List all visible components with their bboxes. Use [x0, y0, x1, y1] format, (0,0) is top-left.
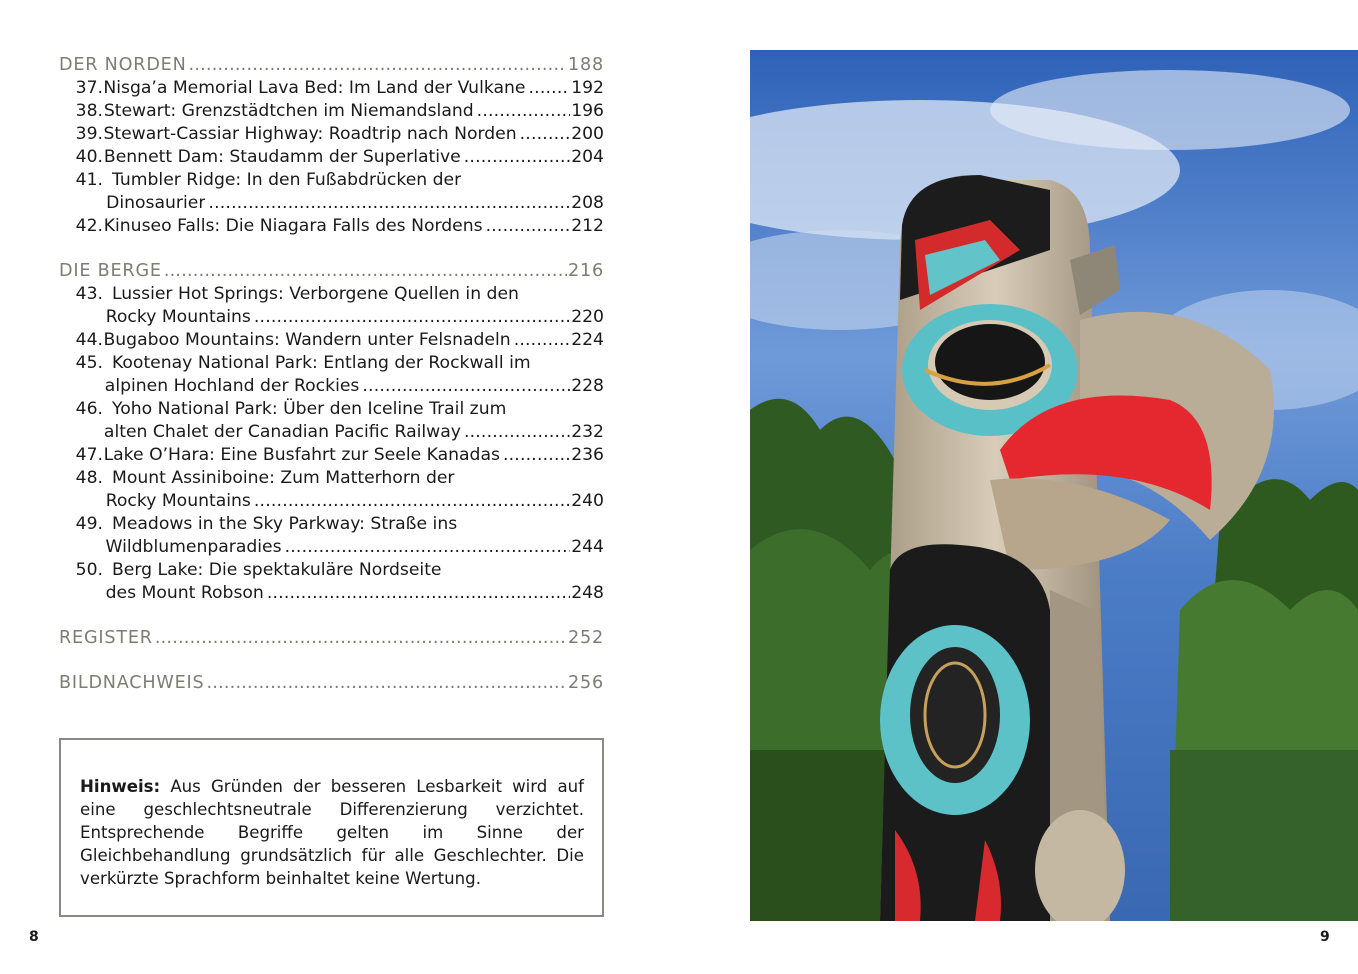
note-text: Aus Gründen der besseren Lesbarkeit wird auf eine geschlechtsneutrale Differenzierung verzichtet. Entsprechende Begriffe gelten im Sinne der Gleichbehandlung grundsätzlich für alle Geschlechter. Die verkürzte Sprachform beinhaltet keine Wertung.: [80, 777, 584, 888]
entry-title-line2: Rocky Mountains: [105, 307, 251, 327]
section-page: 188: [568, 55, 604, 75]
entry-page: 224: [571, 330, 604, 350]
entry-page: 196: [571, 101, 604, 121]
toc-entry[interactable]: [59, 123, 604, 146]
entry-number: 41.: [75, 170, 103, 190]
totem-pole-photo: [750, 50, 1358, 921]
section-title: DER NORDEN: [59, 55, 187, 75]
entry-title: Stewart-Cassiar Highway: Roadtrip nach Norden: [103, 124, 517, 144]
toc-entry[interactable]: [59, 444, 604, 467]
entry-page: 244: [571, 537, 604, 557]
entry-title: Yoho National Park: Über den Iceline Trail zum: [112, 399, 507, 419]
entry-title: Kootenay National Park: Entlang der Rockwall im: [112, 353, 531, 373]
section-page: 252: [568, 628, 604, 648]
entry-title: Berg Lake: Die spektakuläre Nordseite: [112, 560, 442, 580]
section-title: BILDNACHWEIS: [59, 673, 205, 693]
entry-page: 240: [571, 491, 604, 511]
toc-entry[interactable]: [59, 215, 604, 238]
entry-number: 42.: [75, 216, 103, 236]
note-box: [59, 738, 604, 917]
entry-number: 45.: [75, 353, 103, 373]
entry-title: Tumbler Ridge: In den Fußabdrücken der: [112, 170, 462, 190]
toc-section-credits[interactable]: [59, 672, 604, 695]
entry-title: Lake O’Hara: Eine Busfahrt zur Seele Kanadas: [103, 445, 500, 465]
entry-page: 212: [571, 216, 604, 236]
section-title: DIE BERGE: [59, 261, 162, 281]
toc-entry[interactable]: [59, 467, 604, 490]
entry-number: 47.: [75, 445, 103, 465]
entry-title: Bennett Dam: Staudamm der Superlative: [103, 147, 461, 167]
entry-title: Nisga’a Memorial Lava Bed: Im Land der Vulkane: [103, 78, 526, 98]
note-label: Hinweis:: [80, 777, 161, 796]
toc-section-mountains[interactable]: [59, 260, 604, 283]
page-number-right: 9: [1320, 929, 1330, 945]
toc-entry[interactable]: [59, 146, 604, 169]
section-page: 216: [568, 261, 604, 281]
entry-number: 50.: [75, 560, 103, 580]
entry-number: 38.: [75, 101, 103, 121]
toc-section-register[interactable]: [59, 627, 604, 650]
entry-page: 248: [571, 583, 604, 603]
toc-entry-continued[interactable]: [59, 375, 604, 398]
toc-entry[interactable]: [59, 283, 604, 306]
toc-entry-continued[interactable]: [59, 192, 604, 215]
toc-entry[interactable]: [59, 352, 604, 375]
entry-title: Kinuseo Falls: Die Niagara Falls des Nordens: [103, 216, 483, 236]
toc-entry-continued[interactable]: [59, 536, 604, 559]
toc-entry[interactable]: [59, 559, 604, 582]
entry-page: 220: [571, 307, 604, 327]
entry-number: 46.: [75, 399, 103, 419]
entry-page: 200: [571, 124, 604, 144]
entry-title-line2: Wildblumenparadies: [105, 537, 282, 557]
entry-title-line2: des Mount Robson: [105, 583, 264, 603]
entry-number: 49.: [75, 514, 103, 534]
entry-page: 232: [571, 422, 604, 442]
entry-page: 236: [571, 445, 604, 465]
toc-entry-continued[interactable]: [59, 421, 604, 444]
toc-section-north[interactable]: [59, 54, 604, 77]
entry-title: Stewart: Grenzstädtchen im Niemandsland: [103, 101, 474, 121]
entry-title: Meadows in the Sky Parkway: Straße ins: [112, 514, 458, 534]
entry-title: Bugaboo Mountains: Wandern unter Felsnadeln: [103, 330, 511, 350]
toc-entry[interactable]: [59, 100, 604, 123]
entry-title-line2: alpinen Hochland der Rockies: [104, 376, 360, 396]
leader-dots: [189, 54, 567, 77]
entry-title: Mount Assiniboine: Zum Matterhorn der: [112, 468, 455, 488]
entry-page: 228: [571, 376, 604, 396]
entry-title: Lussier Hot Springs: Verborgene Quellen in den: [112, 284, 519, 304]
entry-title-line2: Rocky Mountains: [105, 491, 251, 511]
page-number-left: 8: [29, 929, 39, 945]
entry-number: 40.: [75, 147, 103, 167]
toc-entry-continued[interactable]: [59, 490, 604, 513]
section-page: 256: [568, 673, 604, 693]
entry-page: 192: [571, 78, 604, 98]
entry-number: 37.: [75, 78, 103, 98]
section-title: REGISTER: [59, 628, 153, 648]
toc-entry-continued[interactable]: [59, 582, 604, 605]
entry-number: 44.: [75, 330, 103, 350]
entry-page: 204: [571, 147, 604, 167]
toc-entry[interactable]: [59, 398, 604, 421]
entry-number: 48.: [75, 468, 103, 488]
entry-page: 208: [571, 193, 604, 213]
table-of-contents: [59, 54, 604, 695]
entry-title-line2: Dinosaurier: [106, 193, 206, 213]
entry-number: 43.: [75, 284, 103, 304]
entry-title-line2: alten Chalet der Canadian Pacific Railway: [103, 422, 461, 442]
totem-illustration: [750, 50, 1358, 921]
toc-entry[interactable]: [59, 169, 604, 192]
toc-entry[interactable]: [59, 77, 604, 100]
entry-number: 39.: [75, 124, 103, 144]
toc-entry[interactable]: [59, 329, 604, 352]
toc-entry-continued[interactable]: [59, 306, 604, 329]
toc-entry[interactable]: [59, 513, 604, 536]
